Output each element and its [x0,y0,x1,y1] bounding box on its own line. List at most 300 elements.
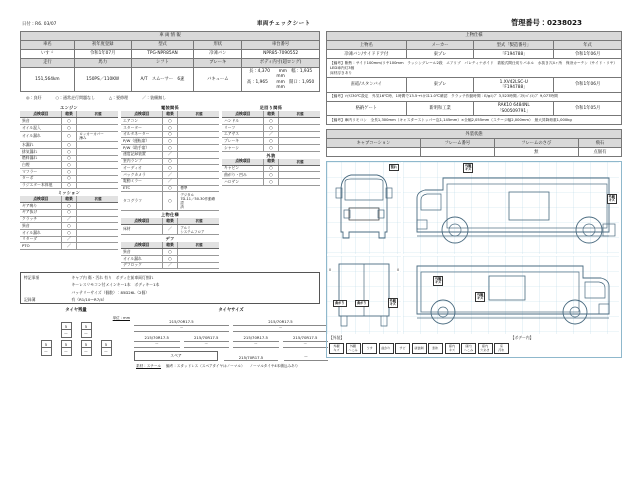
note-key [21,288,69,296]
inspection-note [279,118,320,125]
legend-excellent: ◎：良好 [26,95,42,101]
inspection-col-header: 点検項目 [20,196,61,202]
note-row [21,281,320,289]
inspection-result-mark: ／ [162,172,178,179]
inspection-result-mark: ○ [263,145,279,152]
inspection-note [178,165,219,172]
inspection-row [222,172,320,179]
note-key [21,281,69,289]
diagram-tag-bend-1: 曲がり [333,300,347,307]
inspection-item-label: エアコン [121,118,162,125]
tire-size-cell-group [233,335,279,348]
td-frame-no [420,148,494,157]
diagram-captions [327,334,621,341]
inspection-row [121,124,219,131]
left-column [20,31,320,369]
tire-size-value: 215/70R17.5 [233,319,328,326]
tire-section [20,307,320,369]
inspection-note [77,243,118,250]
inspection-result-mark: ○ [263,172,279,179]
th-cab-caution: キャブコーション [327,139,421,148]
inspection-note [279,165,320,172]
diagram-tag-exterior-scratch-3: 外観 キズ [388,298,398,308]
inspection-item-label: エアサス [222,131,263,138]
tread-depth-value: 5 [81,322,92,330]
inspection-row [20,175,118,182]
tire-size-caption: タイヤサイズ [218,308,244,314]
inspection-item-label: P/W（運転席） [121,138,162,145]
page-title: 車両チェックシート [256,21,311,27]
inspection-group-title: 上物仕様 [161,212,179,218]
damage-legend-chip: 割れ [428,343,443,354]
damage-legend-chips [327,341,621,357]
inspection-result-mark: ○ [61,182,77,189]
cargo-name: 直結/スタンバイ [327,78,407,93]
exterior-header-row [327,139,622,148]
page-header [0,0,640,31]
th-body-shape: 形状 [194,41,242,50]
inspection-col-header: 状態 [77,111,118,117]
td-maker: いすゞ [21,50,75,59]
inspection-result-mark: ○ [61,223,77,230]
inspection-result-mark: ○ [162,165,178,172]
inspection-item-label: 排気漏れ [20,148,61,155]
inspection-result-mark: ○ [61,118,77,125]
cargo-remark: 【備考】庫内リモコン 全長1,300mm（キャスターストッパー迄1,145mm）×全幅2,055mm（ステージ幅2,000mm） 最大昇降荷重1,000kg [327,116,622,125]
inspection-item-label: ブレーキ [222,138,263,145]
tire-tread-grid [20,322,132,356]
cargo-remark: 【備考】断熱：サイド100mm/リヤ100mm ラッシングレール2段 エアリブ パレティナガイド 着脱式間仕切りパネル 水抜き穴4ヶ所 保冷カーテン（サイド・リヤ） LED車内灯3個 床材浮きあり [327,59,622,78]
inspection-result-mark: ○ [162,118,178,125]
tire-size-sub: ー [184,342,230,349]
inspection-result-mark: ／ [162,262,178,269]
tread-cell [61,340,72,356]
inspection-row [121,185,219,192]
inspection-col-header: 点検項目 [121,218,162,224]
inspection-item-label: ギア鳴り [20,203,61,210]
inspection-result-mark: ○ [162,192,178,211]
th-stone-chip: 飛石 [578,139,621,148]
td-mileage: 151,564km [21,68,75,92]
inspection-item-label: クラッチ [20,216,61,223]
inspection-item-label: 燃料漏れ [20,155,61,162]
inspection-result-mark: ／ [61,243,77,250]
inspection-note [178,151,219,158]
note-row [21,296,320,304]
inspection-row [222,138,320,145]
side-view-left-svg [403,162,619,254]
inspection-result-mark: ○ [61,169,77,176]
inspection-group-title: デフ [165,236,175,242]
inspection-result-mark: ○ [61,142,77,149]
tire-size-value: 215/70R17.5 [134,319,229,326]
inspection-note [279,172,320,179]
inspection-row [121,255,219,262]
rear-view-svg [327,256,401,334]
inspection-row [121,172,219,179]
inspection-note [178,255,219,262]
inspection-result-mark: ／ [162,224,178,235]
tire-size-row [134,319,328,332]
diagram-tag-exterior-scratch-2: 外観 キズ [607,194,617,204]
inspection-row [222,118,320,125]
inspection-row [121,262,219,269]
inspection-note [178,138,219,145]
inspection-row [121,118,219,125]
tire-size-sub: ー [134,342,180,349]
cargo-maker: 東プレ [406,50,474,59]
inspection-note [77,203,118,210]
note-row [21,273,320,281]
inspection-row [20,131,118,142]
inspection-col-header: 結果 [263,111,279,117]
vehicle-info-header-row-2 [21,59,320,68]
cargo-year: 令和1年06月 [554,78,622,93]
inspection-row [20,209,118,216]
inspection-row [121,165,219,172]
diagram-side-view-left [403,162,621,254]
inspection-area [20,104,320,269]
diagram-caption-exterior: 【外装】 [329,335,345,341]
inspection-result-mark: ○ [61,131,77,142]
td-cab-caution [327,148,421,157]
inspection-note [178,124,219,131]
inspection-col-header: 結果 [61,111,77,117]
body-dim-line-2: 高：1,965 mm 開口：1,950 mm [246,79,315,91]
th-power: 馬力 [74,59,131,68]
td-power: 150PS／110KW [74,68,131,92]
inspection-group-title: 足回り関係 [259,105,283,111]
diagram-tag-bend-2: 曲がり [355,300,369,307]
legend-repair: △：要修理 [109,95,129,101]
inspection-row [121,224,219,235]
inspection-item-label: PTO [20,243,61,250]
inspection-item-label: 水漏れ [20,142,61,149]
th-shift: シフト [131,59,194,68]
inspection-column-1 [20,104,118,269]
inspection-row [20,203,118,210]
inspection-col-header: 点検項目 [121,242,162,248]
cargo-value-row [327,50,622,59]
inspection-item-label: 異音 [20,118,61,125]
tread-depth-value: 5 [61,340,72,348]
tire-size-sub: ー [134,326,229,333]
th-model-code: 型式 [131,41,194,50]
td-shift: A/T スムーサー 6速 [131,68,194,92]
td-frame-rust: 無 [494,148,578,157]
inspection-item-label: オーディオ [121,165,162,172]
damage-legend-chip: 曲がり [379,343,394,354]
td-stone-chip: 点個有 [578,148,621,157]
inspection-note [279,145,320,152]
tire-size-block [134,307,328,369]
inspection-item-label: スターター [121,124,162,131]
tire-size-value: 215/70R17.5 [184,335,230,342]
inspection-result-mark: ○ [162,255,178,262]
tread-cell [81,340,92,356]
inspection-row [20,236,118,243]
th-brake: ブレーキ [194,59,242,68]
inspection-result-mark: ○ [162,124,178,131]
inspection-item-label: ターボ [20,175,61,182]
tire-tread-caption: タイヤ残量 [65,308,87,314]
inspection-col-header: 結果 [162,111,178,117]
cargo-spec-table [326,31,622,125]
tread-row [61,322,92,338]
th-frame-no: フレーム番号 [420,139,494,148]
inspection-result-mark: ○ [61,124,77,131]
inspection-row [222,165,320,172]
damage-legend-chip: 庫内 穴あき [478,343,493,354]
inspection-result-mark: ○ [263,118,279,125]
inspection-col-header: 点検項目 [20,111,61,117]
tread-depth-value: 5 [41,340,52,348]
cargo-name: 格納ゲート [327,101,407,116]
tread-cell [81,322,92,338]
side-view-right-svg [403,256,619,334]
inspection-note [77,124,118,131]
inspection-table [121,242,219,269]
inspection-col-header: 結果 [263,159,279,165]
inspection-item-label: 室内ランプ [121,158,162,165]
td-brake: バキューム [194,68,242,92]
inspection-note [178,158,219,165]
inspection-result-mark: ○ [263,138,279,145]
spare-tire-label: スペア [134,351,218,361]
inspection-row [222,131,320,138]
tread-depth-sub: ー [61,348,72,356]
inspection-result-mark: ○ [263,124,279,131]
tread-depth-sub: ー [41,348,52,356]
inspection-col-header: 結果 [162,242,178,248]
inspection-group-6 [222,152,320,186]
inspection-row [121,158,219,165]
inspection-item-label: オイル漏れ [121,255,162,262]
inspection-row [20,243,118,250]
tire-size-cell-group [184,335,230,348]
inspection-item-label: オイル混入 [20,124,61,131]
inspection-note [77,142,118,149]
inspection-result-mark: ／ [61,216,77,223]
cargo-col-header: 年式 [554,41,622,50]
inspection-row [20,223,118,230]
tire-size-sub: ー [283,342,329,349]
notes-table [20,272,320,304]
inspection-item-label: 曲がり・凹み [222,172,263,179]
inspection-item-label: デフロック [121,262,162,269]
inspection-result-mark: ○ [61,162,77,169]
inspection-result-mark: ○ [61,155,77,162]
inspection-row [20,148,118,155]
inspection-note [178,131,219,138]
inspection-note [77,169,118,176]
inspection-item-label: ラジエター本体他 [20,182,61,189]
tire-unit-label: 単位：mm [112,316,130,321]
inspection-row [121,145,219,152]
inspection-item-label: ギア抜け [20,209,61,216]
vehicle-info-value-row-1 [21,50,320,59]
inspection-result-mark: ／ [263,131,279,138]
management-number: 管理番号：0238023 [511,18,582,27]
tire-size-value: 215/70R17.5 [134,335,180,342]
inspection-result-mark: ／ [61,236,77,243]
inspection-item-label: リーフ [222,124,263,131]
inspection-col-header: 状態 [279,159,320,165]
spare-tire-size: 215/70R17.5 [224,355,278,362]
inspection-result-mark: ○ [162,145,178,152]
inspection-result-mark: ○ [162,138,178,145]
inspection-item-label: ハンドル [222,118,263,125]
note-key: 特記事項 [24,274,40,280]
tire-size-grid [134,315,328,348]
damage-legend-chip: うす [362,343,377,354]
inspection-item-label: キャビン [222,165,263,172]
damage-legend-chip: 外観 へこみ [346,343,361,354]
diagram-marker-right: 0 [396,267,399,272]
tread-depth-value: 5 [81,340,92,348]
cargo-model: 「F194788」 [474,50,554,59]
inspection-result-mark: ○ [263,165,279,172]
diagram-tag-exterior-scratch-1: 外観 キズ [463,163,473,173]
inspection-row [20,142,118,149]
tread-depth-value: 5 [101,340,112,348]
damage-legend-chip: 塗装剥 [412,343,427,354]
exterior-band: 外装状態 [327,130,622,139]
inspection-note [178,145,219,152]
inspection-row [121,131,219,138]
inspection-result-mark: ／ [162,151,178,158]
inspection-row [20,155,118,162]
inspection-row [121,192,219,211]
inspection-col-header: 状態 [178,111,219,117]
inspection-col-header: 点検項目 [121,111,162,117]
inspection-row [121,249,219,256]
inspection-table [222,159,320,186]
cargo-model: RAK10 6484NL 「S00509791」 [474,101,554,116]
inspection-result-mark: ○ [61,209,77,216]
tread-cell [101,340,112,356]
inspection-note [77,118,118,125]
diagram-side-view-right [403,256,621,334]
inspection-group-2 [20,189,118,250]
cargo-name: 冷凍バン/サイドドア付 [327,50,407,59]
spare-tire-row [134,351,328,361]
inspection-result-mark: ○ [61,230,77,237]
tread-depth-value: 5 [61,322,72,330]
cargo-maker: 東プレ [406,78,474,93]
legend-ok: ○：通常走行問題なし [55,95,95,101]
inspection-group-0 [20,104,118,189]
tread-cell [41,340,52,356]
tire-remark: 備考：スタッドレス（スペアタイヤはノーマル） [166,364,245,369]
cargo-col-header: メーカー [406,41,474,50]
inspection-result-mark: ○ [162,249,178,256]
diagram-tag-exterior-scratch-4: 外観 キズ [433,276,443,286]
inspection-note [178,118,219,125]
inspection-item-label: ハロゲン [222,179,263,186]
inspection-row [20,230,118,237]
damage-legend-chip: 庫内 へこみ [461,343,476,354]
note-value: キーレスリモコン付メインキー1本 ボディキー1本 [71,282,160,288]
inspection-note [279,138,320,145]
inspection-row [121,178,219,185]
inspection-item-label: 電動ミラー [121,178,162,185]
inspection-row [20,169,118,176]
inspection-column-2 [121,104,219,269]
inspection-item-label: 白煙 [20,162,61,169]
inspection-result-mark: ○ [61,175,77,182]
inspection-col-header: 状態 [178,242,219,248]
inspection-note [178,249,219,256]
cargo-remark: 【備考】ﾏｲﾅｽ30℃設定 外気16℃時、1時間で13.5→ﾏｲﾅｽ11.0℃確認 クラッチ作動時間：E/gｺﾝﾌﾟ 3,523時間／ｽﾀﾝﾊﾞｲｺﾝﾌﾟ 9,077時間 [327,92,622,101]
tire-size-cell-group [283,335,329,348]
td-body-shape: 冷凍バン [194,50,242,59]
diagram-tag-exterior-scratch-5: 外観 キズ [475,292,485,302]
tread-depth-sub: ー [81,330,92,338]
note-key: 記録簿 [24,297,36,303]
inspection-note [279,179,320,186]
tire-size-sub: ー [233,326,328,333]
inspection-table [20,196,118,250]
note-value: 有（R1/10〜R7/4） [71,297,107,303]
note-row [21,288,320,296]
inspection-note: アルミ システムフロア [178,224,219,235]
inspection-table [20,111,118,189]
inspection-row [121,138,219,145]
td-chassis-no: NPR85-7090552 [242,50,320,59]
note-value: バッテリーサイズ（個数）：85D26L（2個） [71,289,150,295]
cargo-model: 1.XV42LSC-U 「F194788」 [474,78,554,93]
inspection-result-mark: ○ [61,148,77,155]
spare-tire-sub: ー [284,354,328,362]
inspection-note [77,155,118,162]
th-chassis-no: 車台番号 [242,41,320,50]
inspection-col-header: 結果 [162,218,178,224]
inspection-note [77,223,118,230]
inspection-result-mark: ○ [61,203,77,210]
result-mark-legend [20,92,320,103]
cargo-remark-row [327,59,622,78]
inspection-result-mark: ○ [263,179,279,186]
tire-size-value: 215/70R17.5 [283,335,329,342]
inspection-row [20,182,118,189]
diagram-caption-body-interior: 【ボデー内】 [510,335,534,341]
tread-row [41,340,112,356]
cargo-col-header: 上物名 [327,41,407,50]
inspection-item-label: 異音 [121,249,162,256]
vehicle-diagram-panel [326,161,622,358]
inspection-note [77,216,118,223]
inspection-group-title: 外装 [266,152,276,158]
note-value: キャブ内 傷・汚れ 有り ボディ左前車両灯割れ [71,274,154,280]
inspection-group-title: 電装関係 [161,105,179,111]
inspection-col-header: 状態 [279,111,320,117]
tire-size-value: 215/70R17.5 [233,335,279,342]
inspection-row [20,124,118,131]
inspection-group-1 [121,104,219,211]
cargo-band-row [327,32,622,41]
td-first-reg: 令和1年07月 [74,50,131,59]
td-body-dims [242,68,320,92]
inspection-table [121,218,219,235]
diagram-rear-view [327,256,401,334]
inspection-row [20,118,118,125]
inspection-note: ロッカーカバー 滲み [77,131,118,142]
tire-size-cell-group [134,335,180,348]
tire-footnote [134,361,328,369]
inspection-group-3 [121,211,219,235]
right-column [326,31,622,369]
